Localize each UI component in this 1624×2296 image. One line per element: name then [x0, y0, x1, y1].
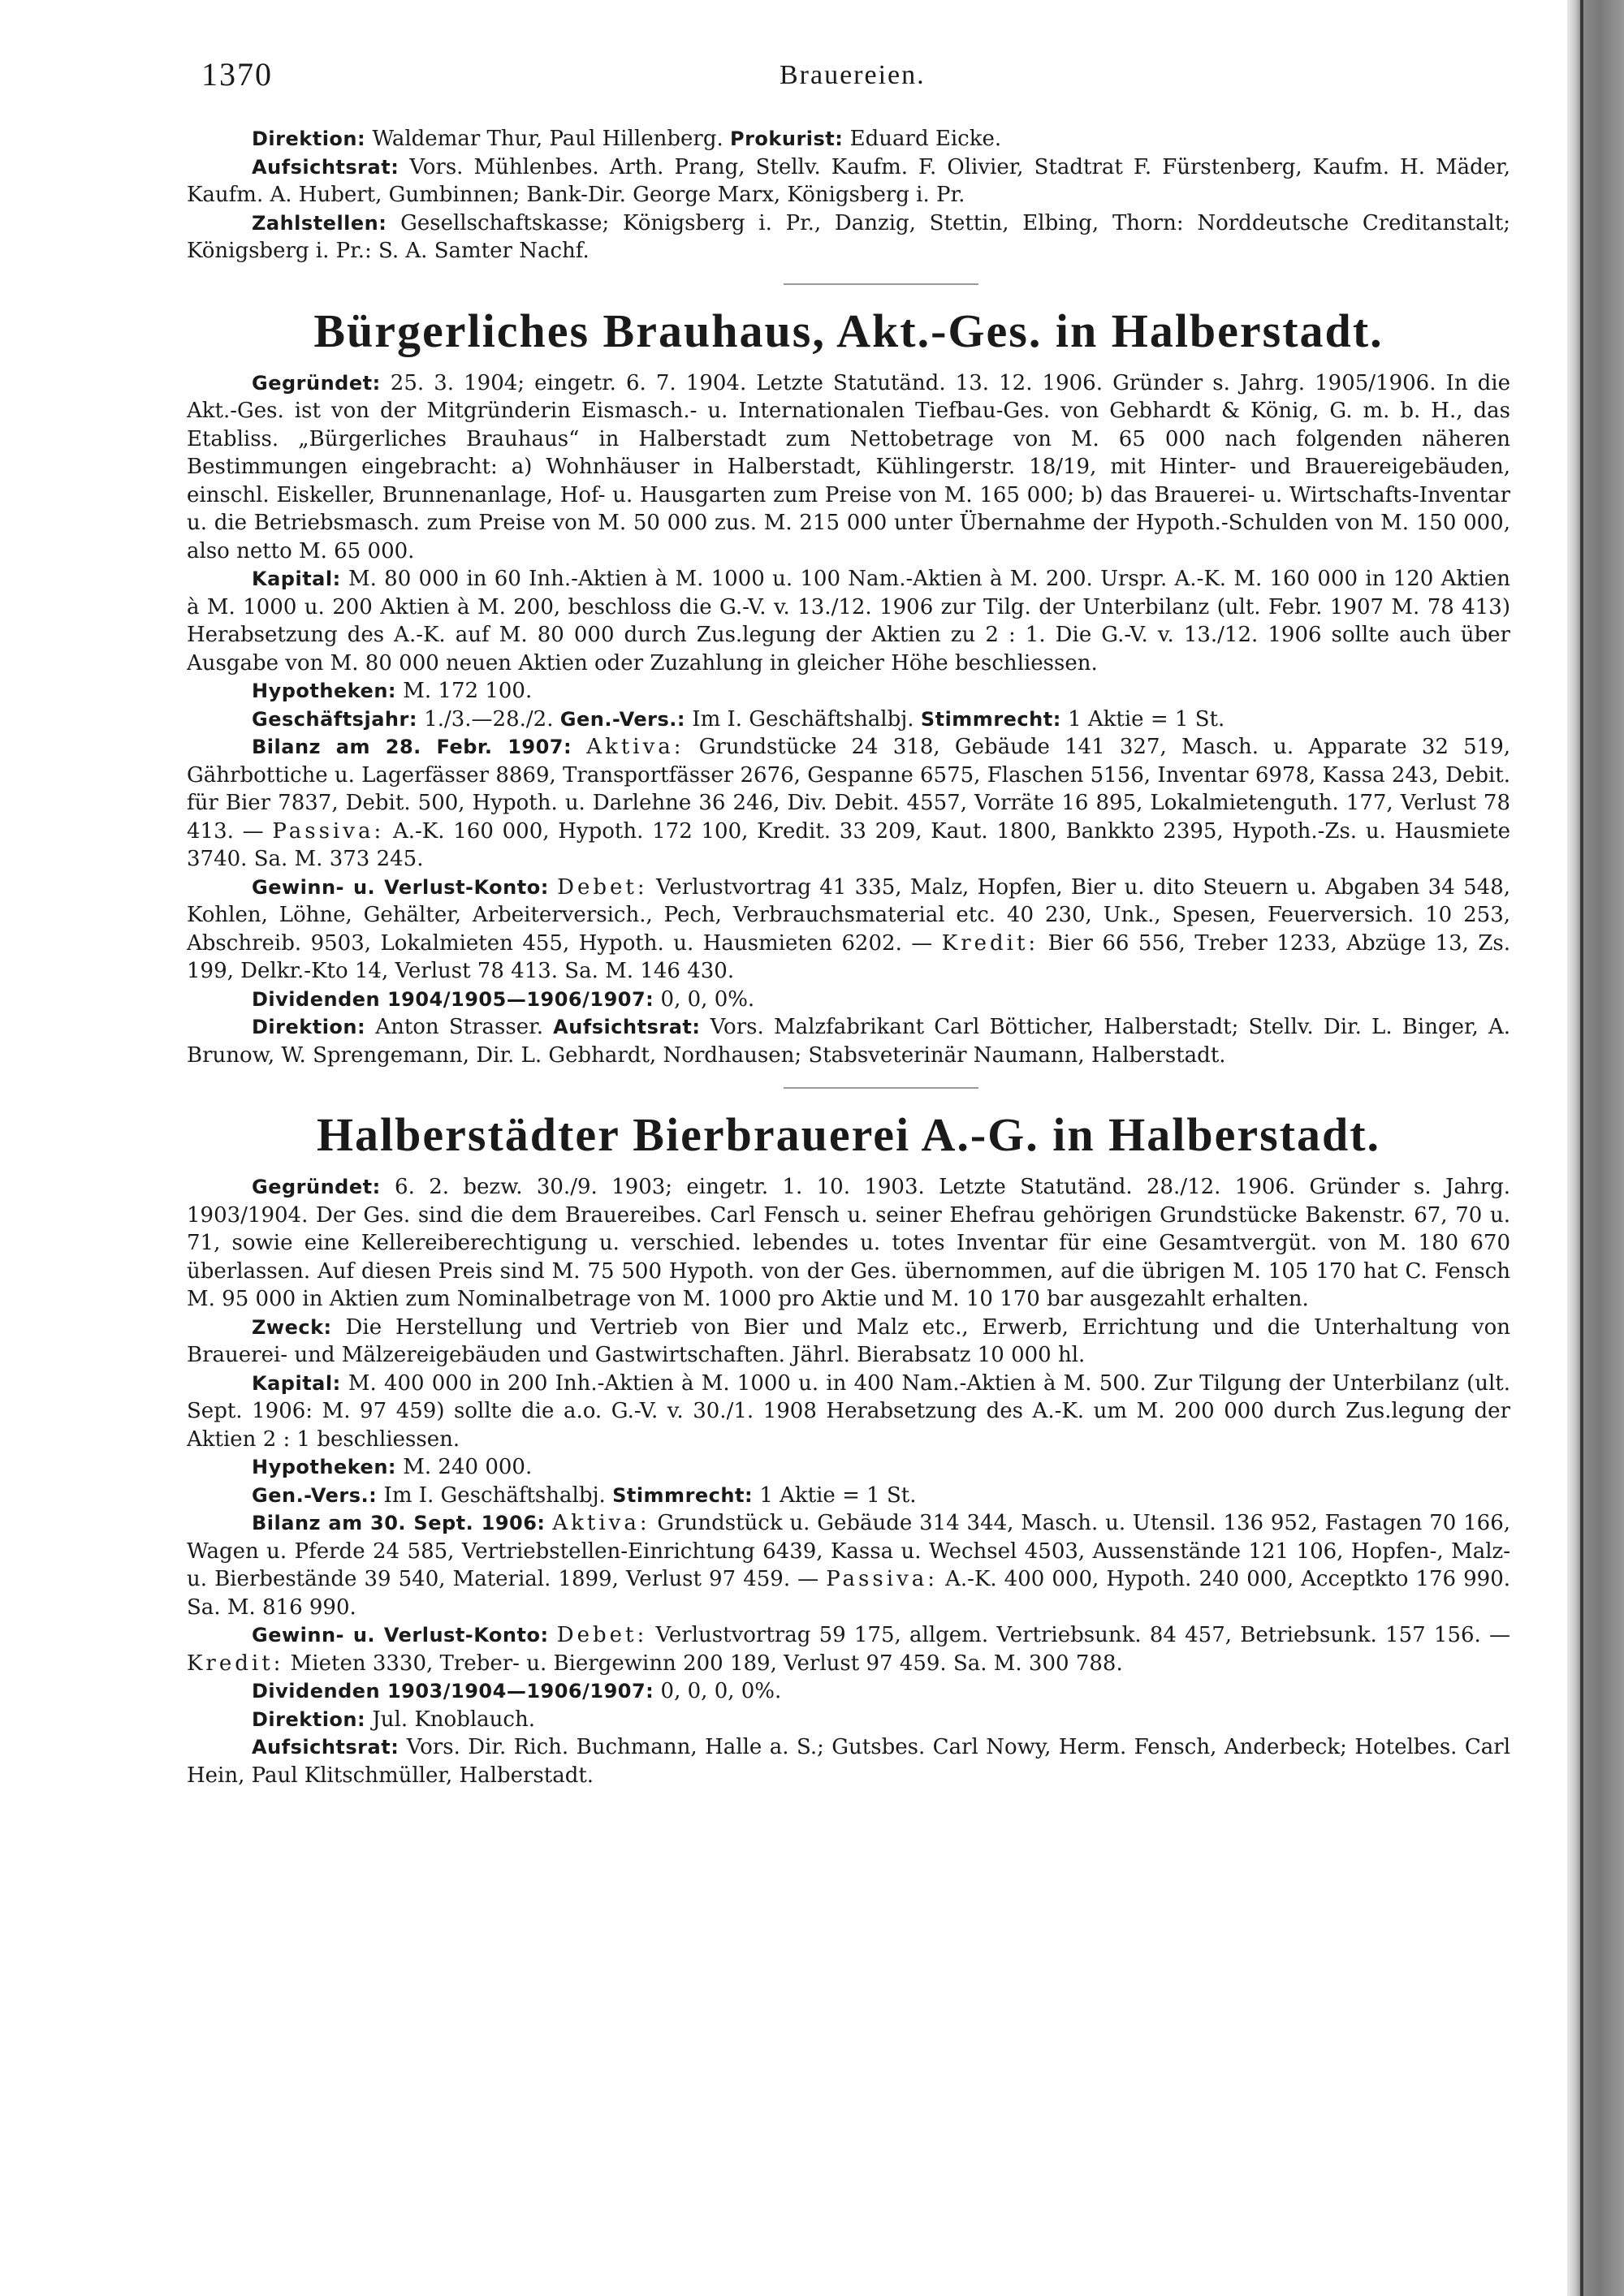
prev-zahlstellen [187, 209, 1510, 265]
direktion-label: Direktion: [252, 127, 366, 150]
kredit-word: Kredit: [187, 1651, 284, 1676]
direktion-text: Jul. Knoblauch. [372, 1707, 535, 1732]
aufsichtsrat-label: Aufsichtsrat: [553, 1016, 701, 1038]
kapital-label: Kapital: [252, 1371, 341, 1395]
kredit-text: Mieten 3330, Treber- u. Biergewinn 200 189, Verlust 97 459. Sa. M. 300 788. [290, 1651, 1123, 1676]
stimmrecht-text: 1 Aktie = 1 St. [759, 1482, 917, 1508]
guv-paragraph [187, 1621, 1510, 1677]
gegruendet-text: 6. 2. bezw. 30./9. 1903; eingetr. 1. 10. 1903. Letzte Statutänd. 28./12. 1906. Gründer s. Jahrg. 1903/1904. Der Ges. sind die dem Brauereibes. Carl Fensch u. seiner Ehefrau gehörigen Grundstücke Bakenstr. 67, 70 u. 71, sowie eine Kellereiberechtigung u. verschied. lebendes u. totes Inventar für eine Gesamtvergüt. von M. 180 670 überlassen. Auf diesen Preis sind M. 75 500 Hypoth. von der Ges. übernommen, auf die übrigen M. 105 170 hat C. Fensch M. 95 000 in Aktien zum Nominalbetrage von M. 1000 pro Aktie und M. 10 170 bar ausgezahlt erhalten. [187, 1175, 1510, 1311]
genvers-text: Im I. Geschäftshalbj. [383, 1482, 606, 1508]
prev-aufsichtsrat [187, 153, 1510, 209]
genvers-text: Im I. Geschäftshalbj. [692, 706, 914, 732]
geschaeftsjahr-text: 1./3.—28./2. [424, 706, 554, 732]
dividenden-label: Dividenden 1904/1905—1906/1907: [252, 987, 654, 1011]
genvers-paragraph [187, 1482, 1510, 1510]
kapital-paragraph [187, 1370, 1510, 1454]
prokurist-label: Prokurist: [730, 127, 844, 150]
kapital-text: M. 80 000 in 60 Inh.-Aktien à M. 1000 u. 100 Nam.-Aktien à M. 200. Urspr. A.-K. M. 160 000 in 120 Aktien à M. 1000 u. 200 Aktien à M. 200, beschloss die G.-V. v. 13./12. 1906 zur Tilg. der Unterbilanz (ult. Febr. 1907 M. 78 413) Herabsetzung des A.-K. auf M. 80 000 durch Zus.legung der Aktien zu 2 : 1. Die G.-V. v. 13./12. 1906 sollte auch über Ausgabe von M. 80 000 neuen Aktien oder Zuzahlung in gleicher Höhe beschliessen. [187, 567, 1510, 675]
running-title: Brauereien. [780, 60, 926, 90]
guv-paragraph [187, 874, 1510, 986]
passiva-text: A.-K. 160 000, Hypoth. 172 100, Kredit. 33 209, Kaut. 1800, Bankkto 2395, Hypoth.-Zs. u. Hausmiete 3740. Sa. M. 373 245. [187, 818, 1510, 871]
gegruendet-paragraph [187, 1173, 1510, 1314]
aufsichtsrat-paragraph [187, 1733, 1510, 1789]
kapital-paragraph [187, 565, 1510, 677]
guv-label: Gewinn- u. Verlust-Konto: [252, 875, 549, 899]
passiva-word: Passiva: [826, 1567, 939, 1591]
dividenden-text: 0, 0, 0%. [660, 986, 755, 1012]
hypotheken-label: Hypotheken: [252, 680, 397, 702]
bilanz-label: Bilanz am 30. Sept. 1906: [252, 1512, 546, 1534]
kapital-label: Kapital: [252, 568, 341, 590]
hypotheken-paragraph [187, 1453, 1510, 1482]
debet-text: Verlustvortrag 41 335, Malz, Hopfen, Bier u. dito Steuern u. Abgaben 34 548, Kohlen, Löhne, Gehälter, Arbeiterversich., Pech, Verbrauchsmaterial etc. 40 230, Unk., Spesen, Feuerversich. 10 253, Abschreib. 9503, Lokalmieten 455, Hypoth. u. Hausmieten 6202. — [187, 874, 1510, 956]
stimmrecht-label: Stimmrecht: [920, 707, 1061, 731]
guv-label: Gewinn- u. Verlust-Konto: [252, 1624, 549, 1646]
section-divider [784, 283, 978, 285]
prokurist-text: Eduard Eicke. [849, 127, 1002, 151]
section-divider [784, 1087, 978, 1089]
zweck-label: Zweck: [252, 1315, 332, 1339]
genvers-label: Gen.-Vers.: [252, 1483, 378, 1507]
company-entry-2 [187, 1173, 1510, 1789]
page [187, 49, 1510, 2265]
genvers-label: Gen.-Vers.: [559, 707, 686, 731]
stimmrecht-label: Stimmrecht: [612, 1483, 754, 1507]
aufsichtsrat-text: Vors. Malzfabrikant Carl Bötticher, Halberstadt; Stellv. Dir. L. Binger, A. Brunow, W. Sprengemann, Dir. L. Gebhardt, Nordhausen; Stabsveterinär Naumann, Halberstadt. [187, 1015, 1510, 1068]
company-title: Halberstädter Bierbrauerei A.-G. in Halberstadt. [316, 1108, 1381, 1161]
stimmrecht-text: 1 Aktie = 1 St. [1068, 706, 1225, 732]
zahlstellen-label: Zahlstellen: [252, 211, 387, 235]
debet-word: Debet: [556, 1623, 648, 1647]
hypotheken-paragraph [187, 677, 1510, 706]
kredit-text: Bier 66 556, Treber 1233, Abzüge 13, Zs. 199, Delkr.-Kto 14, Verlust 78 413. Sa. M. 146 430. [187, 930, 1510, 983]
hypotheken-text: M. 240 000. [403, 1455, 533, 1479]
dividenden-paragraph [187, 986, 1510, 1014]
company-title: Bürgerliches Brauhaus, Akt.-Ges. in Halberstadt. [313, 304, 1384, 357]
direktion-label: Direktion: [252, 1016, 366, 1038]
aktiva-text: Grundstück u. Gebäude 314 344, Masch. u. Utensil. 136 952, Fastagen 70 166, Wagen u. Pferde 24 585, Vertriebstellen-Einrichtung 6439, Kassa u. Wechsel 4503, Aussenstände 121 106, Hopfen-, Malz- u. Bierbestände 39 540, Material. 1899, Verlust 97 459. — [187, 1511, 1510, 1591]
dividenden-text: 0, 0, 0, 0%. [660, 1679, 782, 1703]
previous-entry [187, 125, 1510, 265]
scan-edge [1567, 0, 1624, 2296]
direktion-paragraph [187, 1013, 1510, 1069]
aufsichtsrat-label: Aufsichtsrat: [252, 1736, 400, 1759]
passiva-word: Passiva: [272, 818, 385, 844]
gegruendet-label: Gegründet: [252, 1176, 381, 1198]
hypotheken-text: M. 172 100. [403, 679, 533, 703]
passiva-text: A.-K. 400 000, Hypoth. 240 000, Acceptkto 176 990. Sa. M. 816 990. [187, 1567, 1510, 1620]
geschaeftsjahr-paragraph [187, 706, 1510, 734]
page-header [187, 49, 1510, 107]
zahlstellen-text: Gesellschaftskasse; Königsberg i. Pr., Danzig, Stettin, Elbing, Thorn: Norddeutsche Creditanstalt; Königsberg i. Pr.: S. A. Samter Nachf. [187, 210, 1510, 263]
prev-direktion [187, 125, 1510, 153]
zweck-paragraph [187, 1314, 1510, 1370]
direktion-label: Direktion: [252, 1707, 366, 1731]
debet-text: Verlustvortrag 59 175, allgem. Vertriebsunk. 84 457, Betriebsunk. 157 156. — [655, 1623, 1510, 1647]
aufsichtsrat-text: Vors. Mühlenbes. Arth. Prang, Stellv. Kaufm. F. Olivier, Stadtrat F. Fürstenberg, Kaufm. H. Mäder, Kaufm. A. Hubert, Gumbinnen; Bank-Dir. George Marx, Königsberg i. Pr. [187, 154, 1510, 207]
geschaeftsjahr-label: Geschäftsjahr: [252, 707, 417, 731]
zweck-text: Die Herstellung und Vertrieb von Bier und Malz etc., Erwerb, Errichtung und die Unterhaltung von Brauerei- und Mälzereigebäuden und Gastwirtschaften. Jährl. Bierabsatz 10 000 hl. [187, 1314, 1510, 1367]
direktion-text: Anton Strasser. [375, 1015, 543, 1039]
gegruendet-paragraph [187, 369, 1510, 566]
bilanz-label: Bilanz am 28. Febr. 1907: [252, 736, 572, 758]
aufsichtsrat-text: Vors. Dir. Rich. Buchmann, Halle a. S.; Gutsbes. Carl Nowy, Herm. Fensch, Anderbeck; Hotelbes. Carl Hein, Paul Klitschmüller, Halberstadt. [187, 1735, 1510, 1788]
bilanz-paragraph [187, 733, 1510, 874]
direktion-text: Waldemar Thur, Paul Hillenberg. [372, 127, 723, 151]
kapital-text: M. 400 000 in 200 Inh.-Aktien à M. 1000 u. in 400 Nam.-Aktien à M. 500. Zur Tilgung der Unterbilanz (ult. Sept. 1906: M. 97 459) sollte die a.o. G.-V. v. 30./1. 1908 Herabsetzung des A.-K. um M. 200 000 durch Zus.legung der Aktien 2 : 1 beschliessen. [187, 1370, 1510, 1452]
bilanz-paragraph [187, 1509, 1510, 1621]
kredit-word: Kredit: [941, 930, 1039, 956]
company-entry-1 [187, 369, 1510, 1070]
dividenden-label: Dividenden 1903/1904—1906/1907: [252, 1680, 654, 1703]
dividenden-paragraph [187, 1677, 1510, 1706]
debet-word: Debet: [557, 874, 648, 900]
aktiva-word: Aktiva: [552, 1511, 650, 1535]
aktiva-word: Aktiva: [586, 735, 685, 759]
direktion-paragraph [187, 1706, 1510, 1734]
page-number: 1370 [201, 56, 273, 93]
aufsichtsrat-label: Aufsichtsrat: [252, 155, 400, 179]
hypotheken-label: Hypotheken: [252, 1456, 397, 1478]
gegruendet-label: Gegründet: [252, 371, 381, 395]
aktiva-text: Grundstücke 24 318, Gebäude 141 327, Masch. u. Apparate 32 519, Gährbottiche u. Lagerfässer 8869, Transportfässer 2676, Gespanne 6575, Flaschen 5156, Inventar 6978, Kassa 243, Debit. für Bier 7837, Debit. 500, Hypoth. u. Darlehne 36 246, Div. Debit. 4557, Vorräte 16 895, Lokalmietenguth. 177, Verlust 78 413. — [187, 735, 1510, 844]
gegruendet-text: 25. 3. 1904; eingetr. 6. 7. 1904. Letzte Statutänd. 13. 12. 1906. Gründer s. Jahrg. 1905/1906. In die Akt.-Ges. ist von der Mitgründerin Eismasch.- u. Internationalen Tiefbau-Ges. von Gebhardt & König, G. m. b. H., das Etabliss. „Bürgerliches Brauhaus“ in Halberstadt zum Nettobetrage von M. 65 000 nach folgenden näheren Bestimmungen eingebracht: a) Wohnhäuser in Halberstadt, Kühlingerstr. 18/19, mit Hinter- und Brauereigebäuden, einschl. Eiskeller, Brunnenanlage, Hof- u. Hausgarten zum Preise von M. 165 000; b) das Brauerei- u. Wirtschafts-Inventar u. die Betriebsmasch. zum Preise von M. 50 000 zus. M. 215 000 unter Übernahme der Hypoth.-Schulden von M. 150 000, also netto M. 65 000. [187, 370, 1510, 563]
